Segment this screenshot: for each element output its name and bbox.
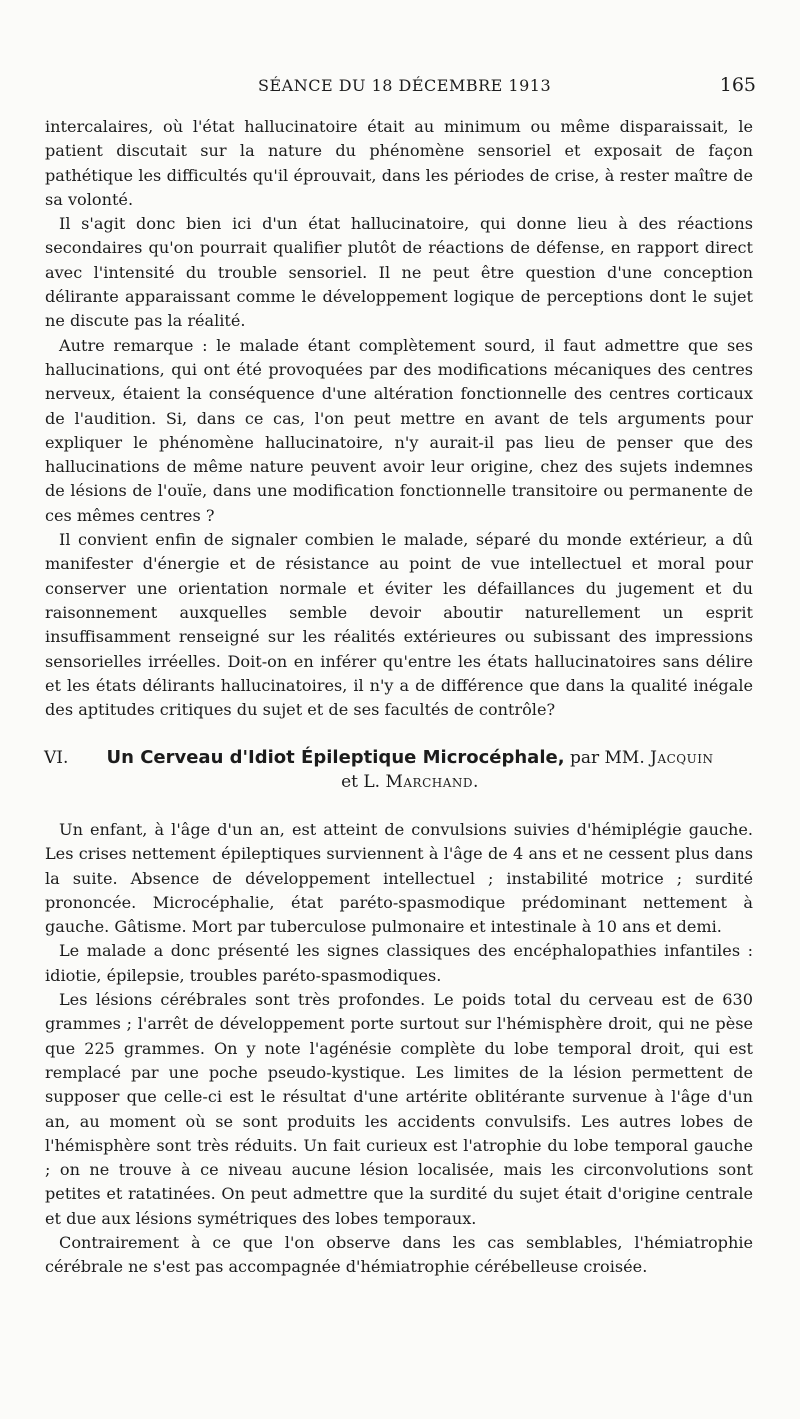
paragraph: Autre remarque : le malade étant complètement sourd, il faut admettre que ses hallucinations, qui ont été provoquées par des modifications mécaniques des centres nerveux, étaient la conséquence d'une altération fonctionnelle des centres corticaux de l'audition. Si, dans ce cas, l'on peut mettre en avant de tels arguments pour expliquer le phénomène hallucinatoire, n'y aurait-il pas lieu de penser que des hallucinations de même nature peuvent avoir leur origine, chez des sujets indemnes de lésions de l'ouïe, dans une modification fonctionnelle transitoire ou permanente de ces mêmes centres ?	[45, 335, 753, 525]
page-number: 165	[719, 74, 756, 96]
body-text-top	[45, 115, 753, 722]
section-title-line-1	[40, 746, 780, 770]
section-heading	[40, 746, 780, 794]
paragraph: Il s'agit donc bien ici d'un état hallucinatoire, qui donne lieu à des réactions secondaires qu'on pourrait qualifier plutôt de réactions de défense, en rapport direct avec l'intensité du trouble sensoriel. Il ne peut être question d'une conception délirante apparaissant comme le développement logique de perceptions dont le sujet ne discute pas la réalité.	[45, 214, 753, 331]
section-and: et L.	[341, 772, 381, 792]
section-title: Un Cerveau d'Idiot Épileptique Microcéphale,	[106, 747, 565, 768]
paragraph: intercalaires, où l'état hallucinatoire était au minimum ou même disparaissait, le patient discutait sur la nature du phénomène sensoriel et exposait de façon pathétique les difficultés qu'il éprouvait, dans les périodes de crise, à rester maître de sa volonté.	[45, 117, 753, 209]
paragraph: Les lésions cérébrales sont très profondes. Le poids total du cerveau est de 630 grammes ; l'arrêt de développement porte surtout sur l'hémisphère droit, qui ne pèse que 225 grammes. On y note l'agénésie complète du lobe temporal droit, qui est remplacé par une poche pseudo-kystique. Les limites de la lésion permettent de supposer que celle-ci est le résultat d'une artérite oblitérante survenue à l'âge d'un an, au moment où se sont produits les accidents convulsifs. Les autres lobes de l'hémisphère sont très réduits. Un fait curieux est l'atrophie du lobe temporal gauche ; on ne trouve à ce niveau aucune lésion localisée, mais les circonvolutions sont petites et ratatinées. On peut admettre que la surdité du sujet était d'origine centrale et due aux lésions symétriques des lobes temporaux.	[45, 990, 753, 1228]
paragraph: Il convient enfin de signaler combien le malade, séparé du monde extérieur, a dû manifester d'énergie et de résistance au point de vue intellectuel et moral pour conserver une orientation normale et éviter les défaillances du jugement et du raisonnement auxquelles semble devoir aboutir naturellement un esprit insuffisamment renseigné sur les réalités extérieures ou subissant des impressions sensorielles irréelles. Doit-on en inférer qu'entre les états hallucinatoires sans délire et les états délirants hallucinatoires, il n'y a de différence que dans la qualité inégale des aptitudes critiques du sujet et de ses facultés de contrôle?	[45, 530, 753, 720]
running-title: SÉANCE DU 18 DÉCEMBRE 1913	[258, 76, 552, 95]
author-jacquin: Jacquin	[650, 748, 714, 768]
author-marchand: Marchand.	[385, 772, 479, 792]
paragraph: Contrairement à ce que l'on observe dans les cas semblables, l'hémiatrophie cérébrale ne s'est pas accompagnée d'hémiatrophie cérébelleuse croisée.	[45, 1233, 753, 1277]
section-number: VI.	[44, 748, 69, 768]
paragraph: Le malade a donc présenté les signes classiques des encéphalopathies infantiles : idiotie, épilepsie, troubles paréto-spasmodiques.	[45, 941, 753, 985]
body-text-bottom	[45, 818, 753, 1280]
section-title-line-2	[40, 770, 780, 794]
running-header	[0, 74, 800, 102]
paragraph: Un enfant, à l'âge d'un an, est atteint de convulsions suivies d'hémiplégie gauche. Les crises nettement épileptiques surviennent à l'âge de 4 ans et ne cessent plus dans la suite. Absence de développement intellectuel ; instabilité motrice ; surdité prononcée. Microcéphalie, état paréto-spasmodique prédominant nettement à gauche. Gâtisme. Mort par tuberculose pulmonaire et intestinale à 10 ans et demi.	[45, 820, 753, 937]
section-by: par MM.	[569, 748, 645, 768]
